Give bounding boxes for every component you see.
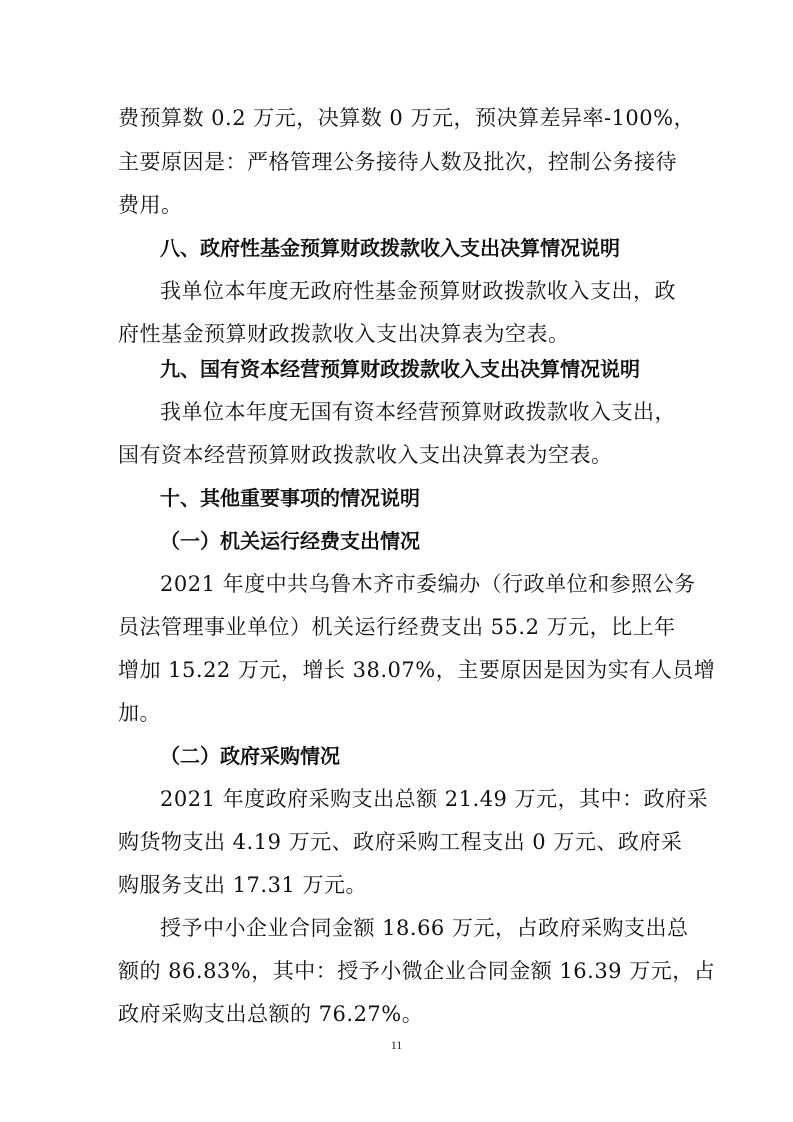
paragraph-line: 费用。 — [118, 193, 183, 217]
section-heading-8: 八、政府性基金预算财政拨款收入支出决算情况说明 — [160, 236, 620, 260]
paragraph-line: 国有资本经营预算财政拨款收入支出决算表为空表。 — [118, 443, 613, 467]
paragraph-line: 购服务支出 17.31 万元。 — [118, 873, 367, 897]
paragraph-line: 增加 15.22 万元，增长 38.07%，主要原因是因为实有人员增 — [118, 658, 716, 682]
subsection-heading-2: （二）政府采购情况 — [160, 744, 340, 768]
paragraph-line: 府性基金预算财政拨款收入支出决算表为空表。 — [118, 322, 570, 346]
paragraph-line: 额的 86.83%，其中：授予小微企业合同金额 16.39 万元，占 — [118, 959, 716, 983]
paragraph-line: 主要原因是：严格管理公务接待人数及批次，控制公务接待 — [118, 150, 677, 174]
page-number: 11 — [390, 1038, 403, 1052]
subsection-heading-1: （一）机关运行经费支出情况 — [160, 529, 420, 553]
section-heading-9: 九、国有资本经营预算财政拨款收入支出决算情况说明 — [160, 357, 640, 381]
paragraph-line: 2021 年度中共乌鲁木齐市委编办（行政单位和参照公务 — [160, 572, 696, 596]
paragraph-line: 政府采购支出总额的 76.27%。 — [118, 1002, 424, 1026]
section-heading-10: 十、其他重要事项的情况说明 — [160, 486, 420, 510]
paragraph-line: 授予中小企业合同金额 18.66 万元，占政府采购支出总 — [160, 916, 689, 940]
paragraph-line: 费预算数 0.2 万元，决算数 0 万元，预决算差异率-100%， — [118, 106, 696, 130]
paragraph-line: 2021 年度政府采购支出总额 21.49 万元，其中：政府采 — [160, 787, 709, 811]
paragraph-line: 购货物支出 4.19 万元、政府采购工程支出 0 万元、政府采 — [118, 830, 683, 854]
paragraph-line: 我单位本年度无政府性基金预算财政拨款收入支出，政 — [160, 279, 676, 303]
paragraph-line: 加。 — [118, 701, 161, 725]
paragraph-line: 我单位本年度无国有资本经营预算财政拨款收入支出， — [160, 400, 676, 424]
paragraph-line: 员法管理事业单位）机关运行经费支出 55.2 万元，比上年 — [118, 615, 676, 639]
